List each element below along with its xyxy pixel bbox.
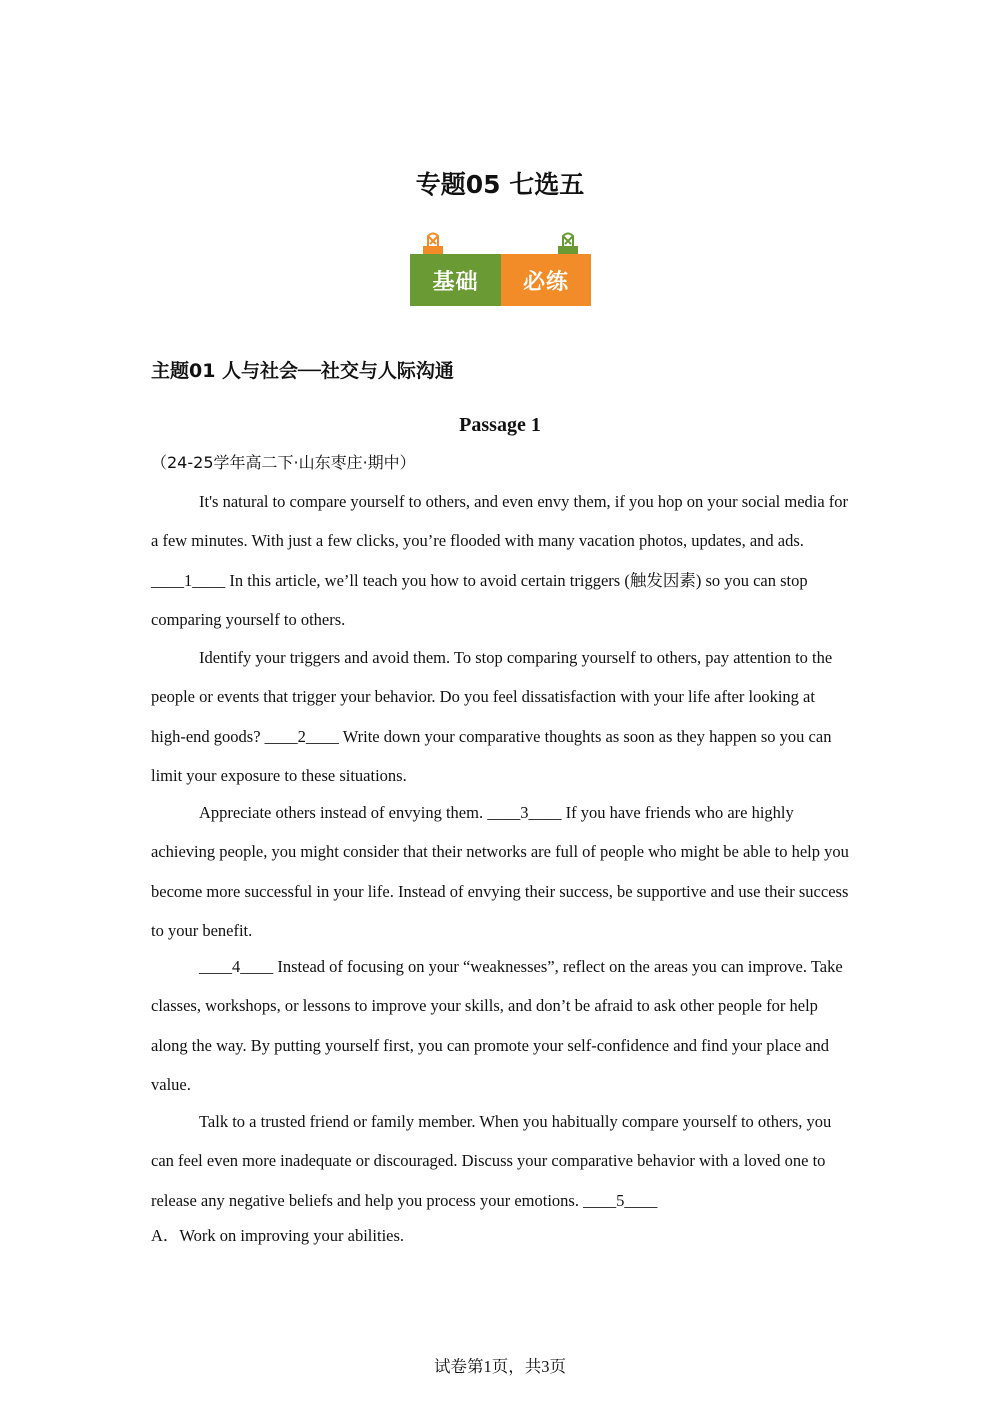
badge-right-label: 必练 — [501, 254, 591, 306]
page-title: 专题05 七选五 — [415, 170, 585, 199]
paragraph: Talk to a trusted friend or family member. When you habitually compare yourself to others, you can feel even more inadequate or discouraged. Discuss your comparative behavior with a loved one to release any negative beliefs and help you process your emotions. ____5____ — [151, 1112, 832, 1210]
passage-title: Passage 1 — [459, 414, 541, 436]
page-footer: 试卷第1页，共3页 — [434, 1357, 566, 1376]
theme-heading: 主题01 人与社会──社交与人际沟通 — [151, 360, 454, 382]
badge-left-label: 基础 — [410, 254, 501, 306]
paragraph: It's natural to compare yourself to others, and even envy them, if you hop on your social media for a few minutes. With just a few clicks, you’re flooded with many vacation photos, updates, and ads. ____1____ In this article, we’ll teach you how to avoid certain triggers (触发因素) so you can stop comparing yourself to others. — [151, 492, 849, 629]
paragraph: Identify your triggers and avoid them. To stop comparing yourself to others, pay attention to the people or events that trigger your behavior. Do you feel dissatisfaction with your life after looking at high-end goods? ____2____ Write down your comparative thoughts as soon as they happen so you can limit your exposure to these situations. — [151, 648, 833, 785]
paragraph: ____4____ Instead of focusing on your “weaknesses”, reflect on the areas you can improve. Take classes, workshops, or lessons to improve your skills, and don’t be afraid to ask other people for help along the way. By putting yourself first, you can promote your self-confidence and find your place and value. — [151, 957, 843, 1094]
source-note: （24-25学年高二下·山东枣庄·期中） — [151, 453, 416, 472]
paragraph: Appreciate others instead of envying them. ____3____ If you have friends who are highly achieving people, you might consider that their networks are full of people who might be able to help you become more successful in your life. Instead of envying their success, be supportive and use their success to your benefit. — [151, 803, 849, 940]
section-badge — [410, 232, 591, 307]
option-a: A．Work on improving your abilities. — [151, 1226, 405, 1245]
